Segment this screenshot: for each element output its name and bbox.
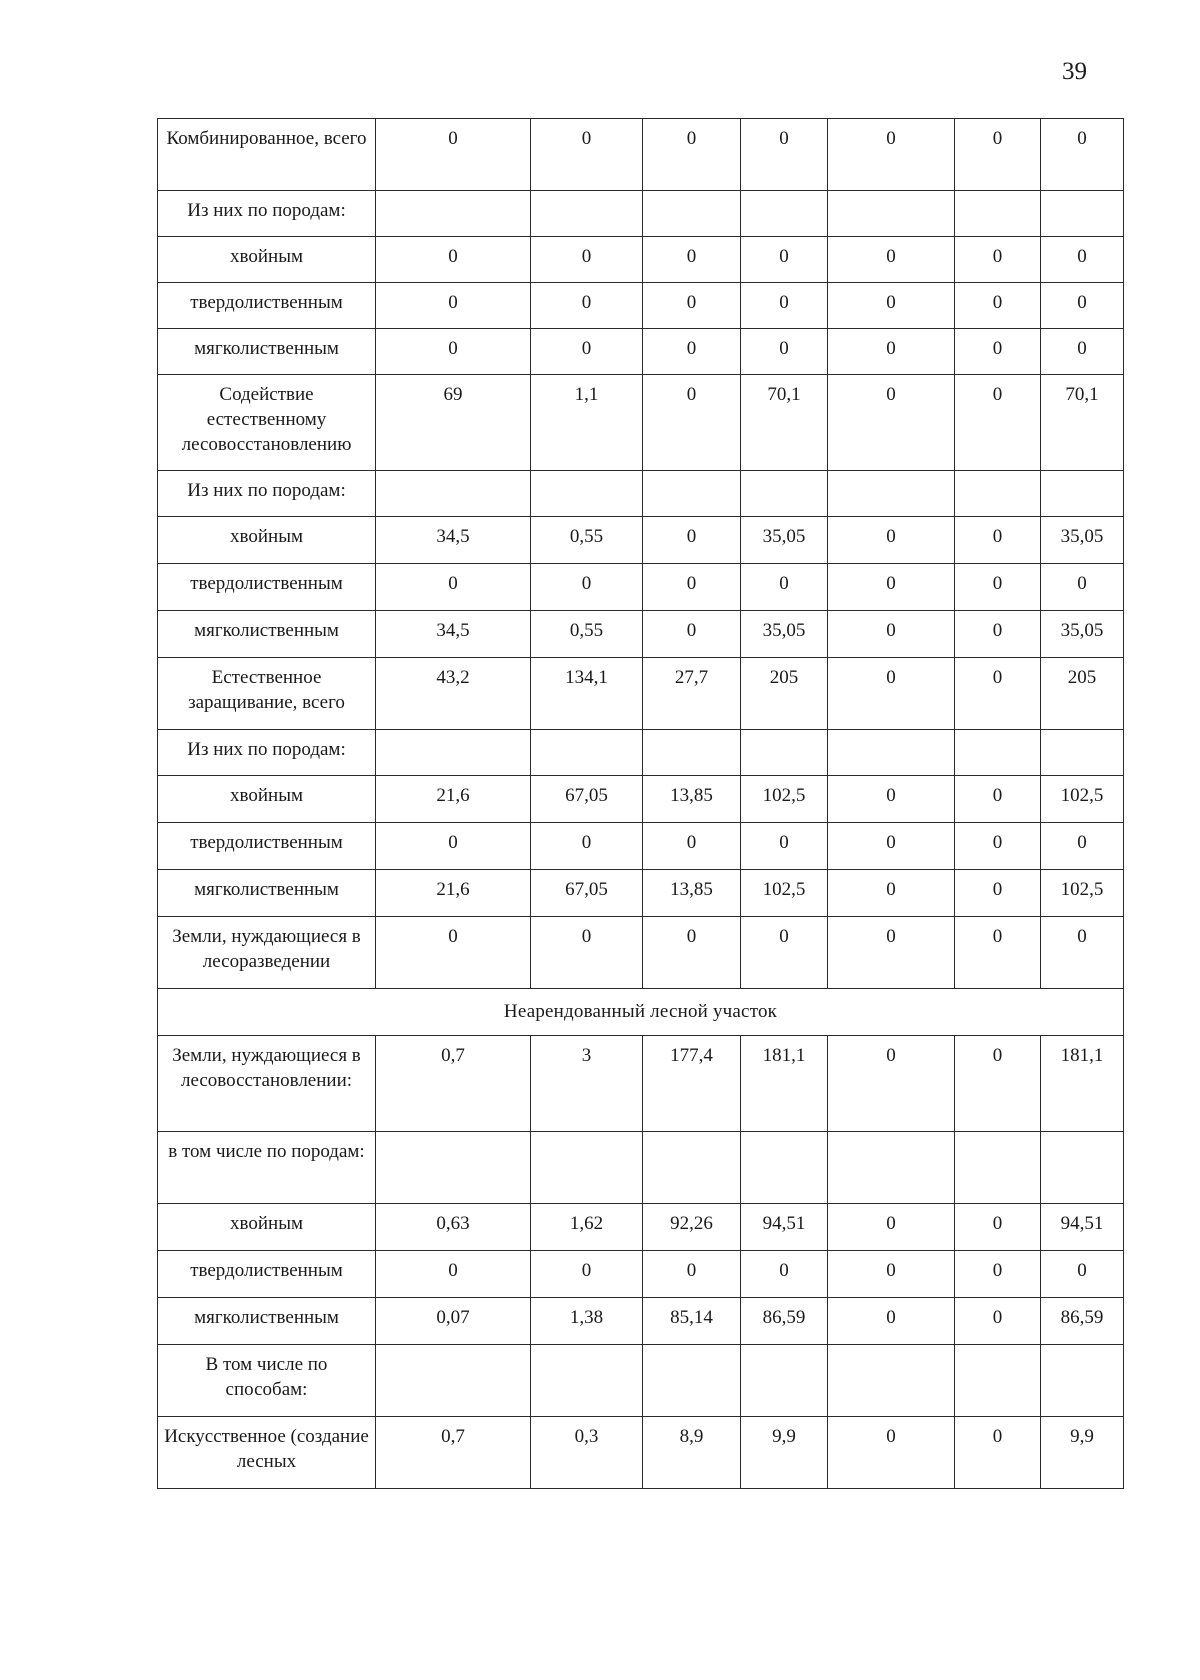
row-label: Искусственное (создание лесных (158, 1417, 376, 1489)
value-cell: 85,14 (643, 1298, 741, 1345)
value-cell: 0 (643, 823, 741, 870)
value-cell (376, 730, 531, 776)
value-cell (1041, 1132, 1124, 1204)
value-cell: 86,59 (1041, 1298, 1124, 1345)
value-cell (531, 1345, 643, 1417)
value-cell: 35,05 (741, 611, 828, 658)
table-row (158, 776, 1124, 823)
value-cell: 94,51 (741, 1204, 828, 1251)
value-cell (828, 191, 955, 237)
value-cell: 0 (955, 1417, 1041, 1489)
value-cell: 67,05 (531, 776, 643, 823)
table-row (158, 870, 1124, 917)
value-cell: 0 (741, 823, 828, 870)
table-row (158, 1417, 1124, 1489)
section-header: Неарендованный лесной участок (158, 989, 1124, 1036)
value-cell: 181,1 (1041, 1036, 1124, 1132)
table-row (158, 471, 1124, 517)
value-cell: 0 (531, 119, 643, 191)
row-label: Из них по породам: (158, 471, 376, 517)
value-cell (531, 191, 643, 237)
value-cell: 0 (828, 1036, 955, 1132)
value-cell: 0 (955, 1204, 1041, 1251)
value-cell: 0 (955, 870, 1041, 917)
value-cell: 0 (955, 375, 1041, 471)
row-label: Комбинированное, всего (158, 119, 376, 191)
row-label: Земли, нуждающиеся в лесоразведении (158, 917, 376, 989)
value-cell: 0 (955, 823, 1041, 870)
row-label: В том числе по способам: (158, 1345, 376, 1417)
value-cell: 0 (1041, 237, 1124, 283)
table-row (158, 1204, 1124, 1251)
value-cell: 1,1 (531, 375, 643, 471)
value-cell: 0 (1041, 917, 1124, 989)
value-cell: 0 (955, 1298, 1041, 1345)
value-cell: 0 (828, 517, 955, 564)
value-cell (955, 1345, 1041, 1417)
value-cell: 0 (955, 119, 1041, 191)
value-cell: 0 (828, 119, 955, 191)
value-cell: 0 (643, 1251, 741, 1298)
row-label: твердолиственным (158, 564, 376, 611)
value-cell: 0 (1041, 564, 1124, 611)
value-cell: 0 (376, 119, 531, 191)
value-cell (1041, 191, 1124, 237)
value-cell (643, 1345, 741, 1417)
value-cell: 0 (828, 917, 955, 989)
table-row (158, 1251, 1124, 1298)
value-cell (955, 730, 1041, 776)
table-row (158, 1036, 1124, 1132)
value-cell (1041, 730, 1124, 776)
value-cell: 0 (1041, 283, 1124, 329)
value-cell: 0 (955, 564, 1041, 611)
row-label: Из них по породам: (158, 730, 376, 776)
value-cell: 35,05 (1041, 517, 1124, 564)
value-cell: 0 (828, 237, 955, 283)
row-label: твердолиственным (158, 823, 376, 870)
value-cell (531, 1132, 643, 1204)
value-cell: 0 (955, 283, 1041, 329)
page-number: 39 (1062, 58, 1087, 85)
table-row (158, 917, 1124, 989)
table-row (158, 823, 1124, 870)
value-cell: 0,3 (531, 1417, 643, 1489)
value-cell: 0 (955, 329, 1041, 375)
value-cell (643, 471, 741, 517)
value-cell: 0,7 (376, 1417, 531, 1489)
value-cell (376, 191, 531, 237)
table-row (158, 119, 1124, 191)
value-cell: 0 (376, 329, 531, 375)
value-cell: 0 (531, 329, 643, 375)
row-label: твердолиственным (158, 283, 376, 329)
value-cell: 205 (741, 658, 828, 730)
value-cell: 0 (531, 1251, 643, 1298)
value-cell: 0 (531, 823, 643, 870)
value-cell: 0 (955, 776, 1041, 823)
value-cell (1041, 1345, 1124, 1417)
value-cell: 34,5 (376, 517, 531, 564)
value-cell: 0 (828, 1417, 955, 1489)
value-cell: 205 (1041, 658, 1124, 730)
value-cell: 0 (376, 823, 531, 870)
row-label: в том числе по породам: (158, 1132, 376, 1204)
value-cell: 0 (828, 1204, 955, 1251)
value-cell: 0 (1041, 823, 1124, 870)
value-cell: 0 (643, 375, 741, 471)
value-cell (376, 1345, 531, 1417)
table-row (158, 564, 1124, 611)
row-label: мягколиственным (158, 870, 376, 917)
row-label: мягколиственным (158, 611, 376, 658)
value-cell: 177,4 (643, 1036, 741, 1132)
value-cell: 0,7 (376, 1036, 531, 1132)
value-cell: 0 (828, 564, 955, 611)
value-cell: 102,5 (1041, 776, 1124, 823)
table-row (158, 191, 1124, 237)
row-label: хвойным (158, 776, 376, 823)
value-cell (643, 1132, 741, 1204)
value-cell (828, 1345, 955, 1417)
value-cell: 0 (376, 564, 531, 611)
value-cell: 0 (376, 917, 531, 989)
table-row (158, 283, 1124, 329)
value-cell: 21,6 (376, 776, 531, 823)
row-label: хвойным (158, 1204, 376, 1251)
value-cell: 0 (955, 611, 1041, 658)
value-cell: 0 (828, 375, 955, 471)
value-cell: 0 (741, 119, 828, 191)
value-cell (955, 191, 1041, 237)
value-cell: 0 (531, 283, 643, 329)
value-cell: 0 (741, 564, 828, 611)
value-cell: 8,9 (643, 1417, 741, 1489)
value-cell (1041, 471, 1124, 517)
row-label: мягколиственным (158, 329, 376, 375)
value-cell: 0 (376, 283, 531, 329)
table-row (158, 1132, 1124, 1204)
row-label: твердолиственным (158, 1251, 376, 1298)
value-cell: 102,5 (1041, 870, 1124, 917)
value-cell: 0 (828, 1251, 955, 1298)
value-cell (531, 471, 643, 517)
value-cell: 0 (955, 1036, 1041, 1132)
value-cell (828, 730, 955, 776)
value-cell: 0,07 (376, 1298, 531, 1345)
value-cell: 0 (1041, 329, 1124, 375)
value-cell: 0 (828, 283, 955, 329)
row-label: Из них по породам: (158, 191, 376, 237)
value-cell: 0 (643, 611, 741, 658)
value-cell: 21,6 (376, 870, 531, 917)
value-cell: 0,55 (531, 517, 643, 564)
value-cell (828, 471, 955, 517)
row-label: Естественное заращивание, всего (158, 658, 376, 730)
value-cell (741, 471, 828, 517)
value-cell: 69 (376, 375, 531, 471)
value-cell (955, 471, 1041, 517)
table-row (158, 730, 1124, 776)
value-cell: 0 (1041, 1251, 1124, 1298)
value-cell: 9,9 (1041, 1417, 1124, 1489)
table-row (158, 329, 1124, 375)
value-cell (955, 1132, 1041, 1204)
row-label: Содействие естественному лесовосстановлению (158, 375, 376, 471)
table-row (158, 237, 1124, 283)
value-cell: 0 (828, 658, 955, 730)
value-cell: 0 (643, 237, 741, 283)
value-cell: 0 (643, 564, 741, 611)
value-cell: 0 (643, 917, 741, 989)
value-cell: 0 (1041, 119, 1124, 191)
value-cell: 0,63 (376, 1204, 531, 1251)
value-cell: 35,05 (741, 517, 828, 564)
value-cell: 0 (828, 1298, 955, 1345)
value-cell: 35,05 (1041, 611, 1124, 658)
value-cell: 0 (741, 237, 828, 283)
value-cell: 0 (828, 870, 955, 917)
value-cell: 0 (955, 237, 1041, 283)
row-label: хвойным (158, 237, 376, 283)
value-cell: 0 (741, 329, 828, 375)
value-cell: 0 (376, 237, 531, 283)
value-cell: 94,51 (1041, 1204, 1124, 1251)
table-row (158, 517, 1124, 564)
table-row (158, 1298, 1124, 1345)
value-cell: 0 (643, 329, 741, 375)
value-cell: 1,62 (531, 1204, 643, 1251)
value-cell (828, 1132, 955, 1204)
value-cell (376, 471, 531, 517)
value-cell: 0 (376, 1251, 531, 1298)
value-cell: 0 (741, 917, 828, 989)
value-cell: 0 (955, 917, 1041, 989)
value-cell: 13,85 (643, 870, 741, 917)
value-cell (741, 191, 828, 237)
value-cell: 9,9 (741, 1417, 828, 1489)
table-row (158, 1345, 1124, 1417)
value-cell (741, 730, 828, 776)
value-cell: 0 (643, 517, 741, 564)
value-cell (643, 730, 741, 776)
value-cell: 134,1 (531, 658, 643, 730)
value-cell: 0 (531, 917, 643, 989)
value-cell: 102,5 (741, 870, 828, 917)
value-cell: 0 (531, 237, 643, 283)
value-cell: 43,2 (376, 658, 531, 730)
value-cell (741, 1345, 828, 1417)
row-label: Земли, нуждающиеся в лесовосстановлении: (158, 1036, 376, 1132)
value-cell: 0 (741, 1251, 828, 1298)
value-cell (643, 191, 741, 237)
table-row (158, 611, 1124, 658)
value-cell: 0 (643, 119, 741, 191)
value-cell: 102,5 (741, 776, 828, 823)
value-cell: 70,1 (1041, 375, 1124, 471)
value-cell: 181,1 (741, 1036, 828, 1132)
value-cell: 27,7 (643, 658, 741, 730)
section-row (158, 989, 1124, 1036)
table-row (158, 375, 1124, 471)
value-cell (531, 730, 643, 776)
table-body (158, 119, 1124, 1489)
value-cell: 34,5 (376, 611, 531, 658)
value-cell: 70,1 (741, 375, 828, 471)
value-cell: 0 (828, 776, 955, 823)
value-cell: 0 (828, 823, 955, 870)
table-row (158, 658, 1124, 730)
value-cell: 0 (643, 283, 741, 329)
value-cell: 86,59 (741, 1298, 828, 1345)
value-cell: 0 (955, 517, 1041, 564)
value-cell: 13,85 (643, 776, 741, 823)
value-cell (376, 1132, 531, 1204)
value-cell: 0 (741, 283, 828, 329)
value-cell: 67,05 (531, 870, 643, 917)
value-cell: 3 (531, 1036, 643, 1132)
value-cell (741, 1132, 828, 1204)
value-cell: 0 (955, 1251, 1041, 1298)
value-cell: 0 (828, 329, 955, 375)
row-label: хвойным (158, 517, 376, 564)
value-cell: 0,55 (531, 611, 643, 658)
value-cell: 92,26 (643, 1204, 741, 1251)
value-cell: 0 (828, 611, 955, 658)
value-cell: 0 (955, 658, 1041, 730)
row-label: мягколиственным (158, 1298, 376, 1345)
data-table (157, 118, 1124, 1489)
value-cell: 1,38 (531, 1298, 643, 1345)
value-cell: 0 (531, 564, 643, 611)
